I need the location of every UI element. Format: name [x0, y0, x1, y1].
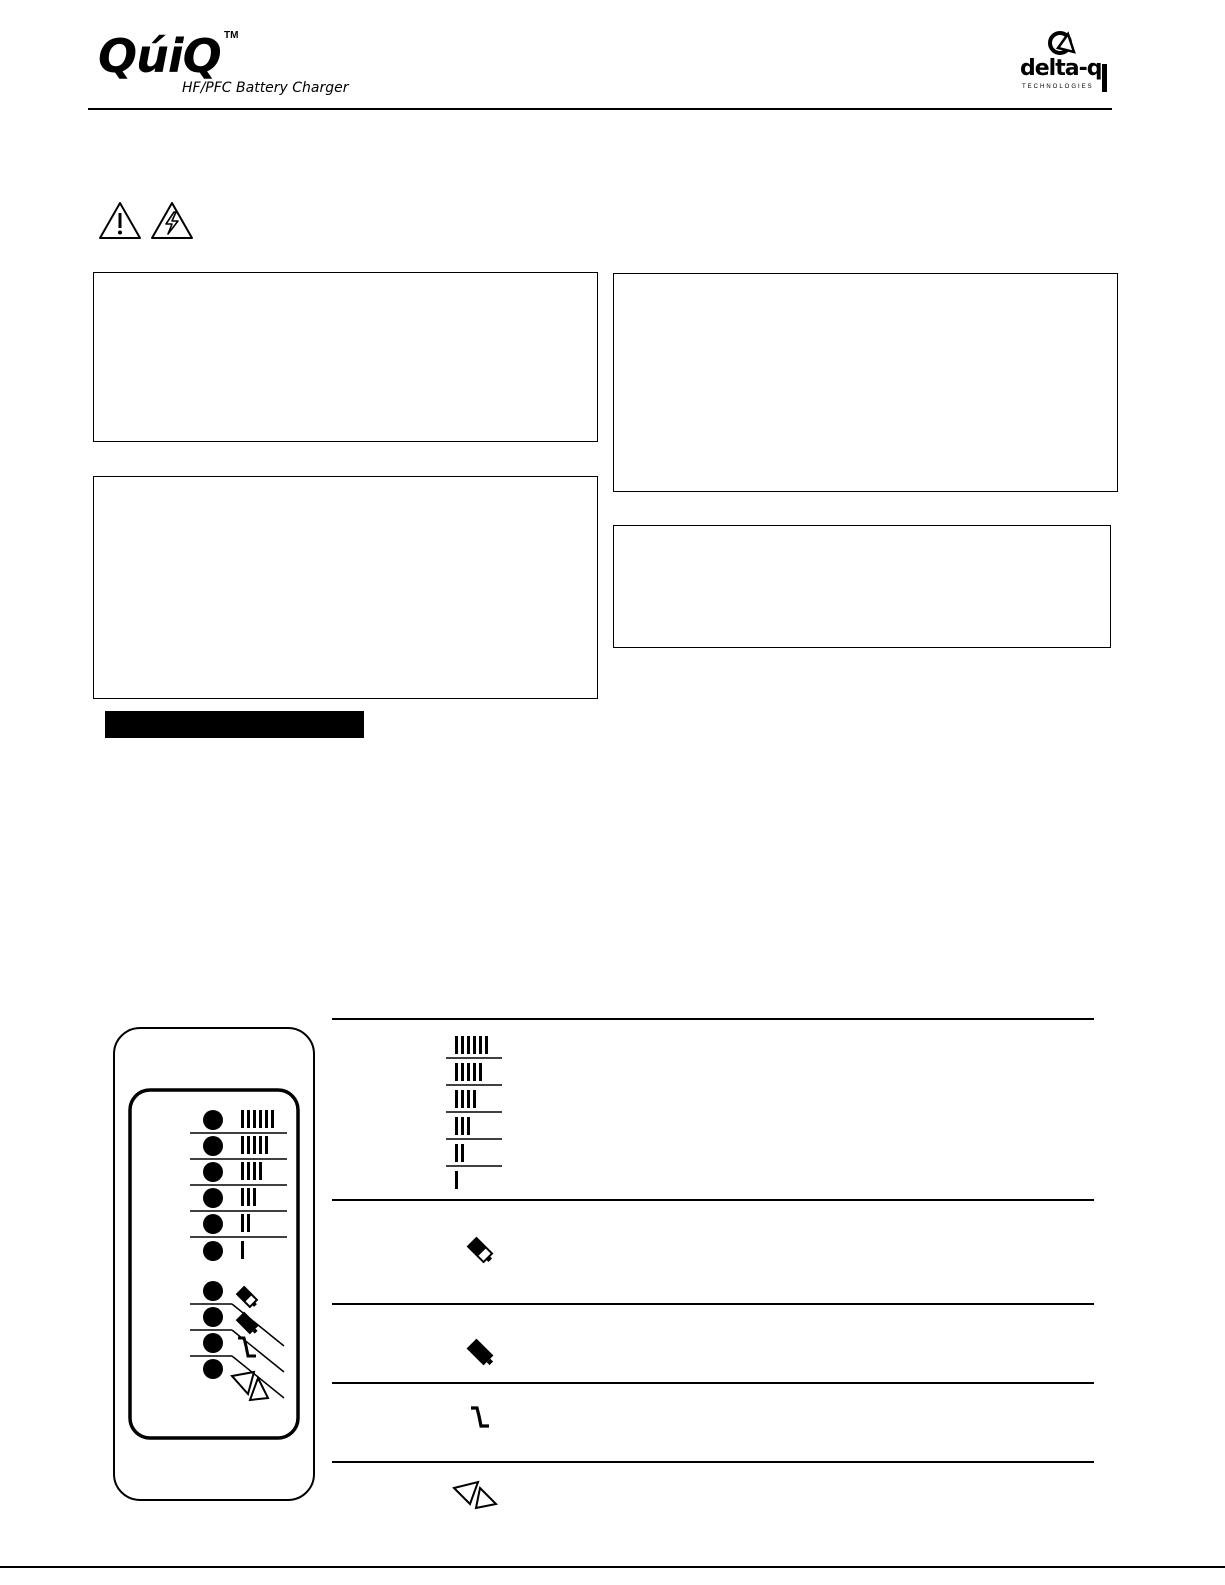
header-rule — [88, 108, 1112, 110]
three-bar-icon — [241, 1188, 256, 1206]
led-indicator — [203, 1281, 223, 1301]
brand-logo — [98, 30, 358, 100]
company-logo — [1016, 30, 1116, 96]
led-indicator — [203, 1333, 223, 1353]
legend-top-rule — [332, 1018, 1094, 1020]
led-indicator — [203, 1188, 223, 1208]
warning-box-4 — [613, 525, 1111, 648]
one-bar-icon — [241, 1241, 244, 1259]
legend-rule — [332, 1382, 1094, 1384]
partial-charge-row — [460, 1230, 500, 1270]
led-indicator — [203, 1136, 223, 1156]
ac-wave-icon — [466, 1404, 496, 1432]
partial-battery-icon — [460, 1230, 500, 1270]
company-mark-icon — [1046, 30, 1078, 58]
six-bar-icon — [455, 1036, 488, 1054]
warning-box-1 — [93, 272, 598, 442]
fault-row — [450, 1478, 502, 1512]
full-battery-icon — [460, 1332, 500, 1372]
led-indicator — [203, 1110, 223, 1130]
led-indicators — [203, 1110, 223, 1379]
section-heading-bar — [105, 711, 364, 738]
warning-icons — [98, 200, 198, 242]
legend-rule — [332, 1199, 1094, 1201]
legend-rule — [332, 1303, 1094, 1305]
led-indicator — [203, 1241, 223, 1261]
trademark: TM — [224, 30, 239, 41]
legend-rule — [332, 1461, 1094, 1463]
warning-box-3 — [613, 273, 1118, 492]
fault-triangles-icon — [450, 1478, 502, 1512]
company-subtitle: TECHNOLOGIES — [1022, 84, 1094, 90]
full-charge-row — [460, 1332, 500, 1372]
brand-subtitle: HF/PFC Battery Charger — [182, 80, 349, 96]
charger-panel-drawing — [112, 1026, 318, 1504]
five-bar-icon — [455, 1063, 482, 1081]
footer-rule — [0, 1566, 1225, 1568]
led-indicator — [203, 1307, 223, 1327]
led-indicator — [203, 1162, 223, 1182]
brand-name: QúiQ — [98, 29, 221, 83]
led-indicator — [203, 1214, 223, 1234]
two-bar-icon — [455, 1144, 464, 1162]
ac-power-row — [466, 1404, 496, 1432]
charge-level-row — [446, 1030, 506, 1192]
three-bar-icon — [455, 1117, 470, 1135]
company-name: delta-q — [1020, 56, 1102, 81]
warning-box-2 — [93, 476, 598, 699]
warning-triangle-icon — [100, 203, 140, 238]
four-bar-icon — [455, 1090, 476, 1108]
one-bar-icon — [455, 1171, 458, 1189]
led-indicator — [203, 1359, 223, 1379]
electric-shock-icon — [152, 203, 192, 238]
